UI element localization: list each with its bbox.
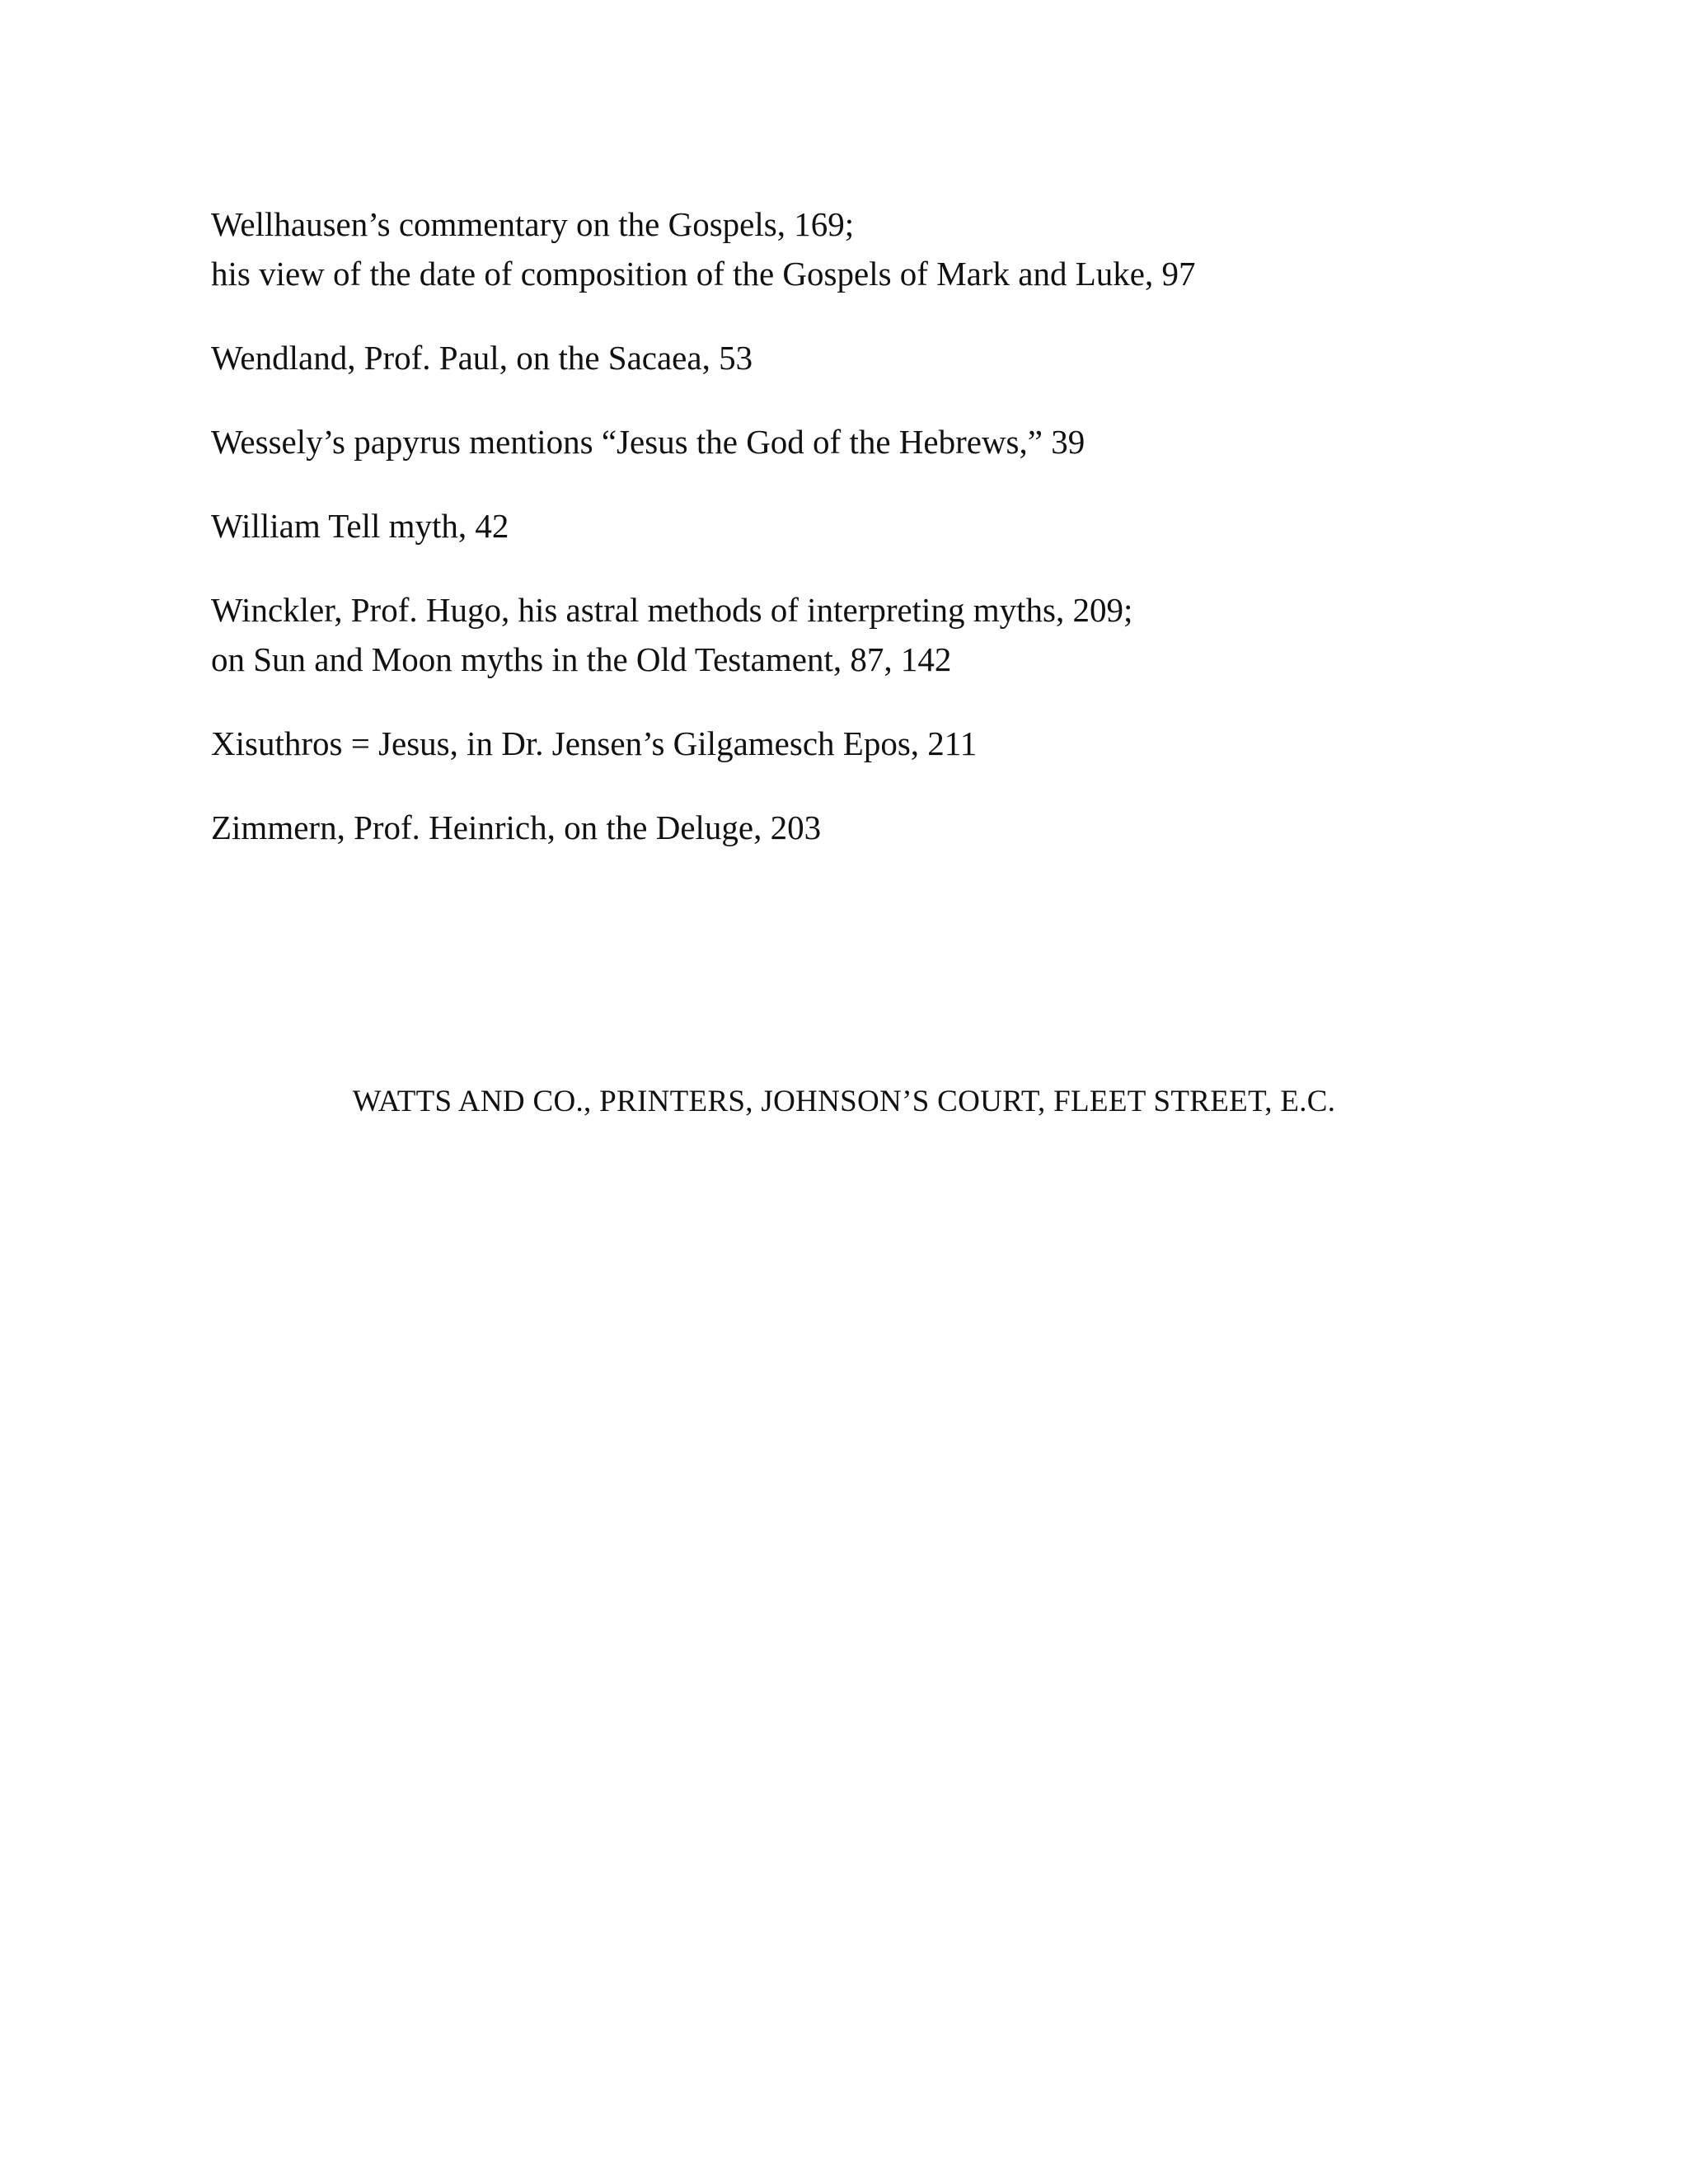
index-entry-line: Wellhausen’s commentary on the Gospels, 169; [211, 205, 855, 243]
index-entry-wendland [211, 333, 1563, 382]
index-list [211, 199, 1563, 887]
printer-imprint: WATTS AND CO., PRINTERS, JOHNSON’S COURT, FLEET STREET, E.C. [352, 1085, 1336, 1118]
index-entry-zimmern [211, 803, 1563, 852]
index-entry-winckler [211, 585, 1563, 684]
index-entry-line: Zimmern, Prof. Heinrich, on the Deluge, 203 [211, 808, 822, 846]
index-entry-line: William Tell myth, 42 [211, 507, 509, 545]
index-entry-line: Winckler, Prof. Hugo, his astral methods of interpreting myths, 209; [211, 591, 1133, 629]
index-entry-xisuthros [211, 719, 1563, 768]
index-entry-line: his view of the date of composition of the Gospels of Mark and Luke, 97 [211, 255, 1196, 293]
index-entry-wessely [211, 417, 1563, 466]
index-entry-william-tell [211, 501, 1563, 551]
index-entry-line: Wessely’s papyrus mentions “Jesus the God of the Hebrews,” 39 [211, 423, 1085, 461]
index-entry-line: Xisuthros = Jesus, in Dr. Jensen’s Gilgamesch Epos, 211 [211, 724, 978, 762]
index-entry-line: Wendland, Prof. Paul, on the Sacaea, 53 [211, 339, 753, 377]
index-entry-wellhausen [211, 199, 1563, 298]
index-entry-line: on Sun and Moon myths in the Old Testament, 87, 142 [211, 640, 952, 678]
